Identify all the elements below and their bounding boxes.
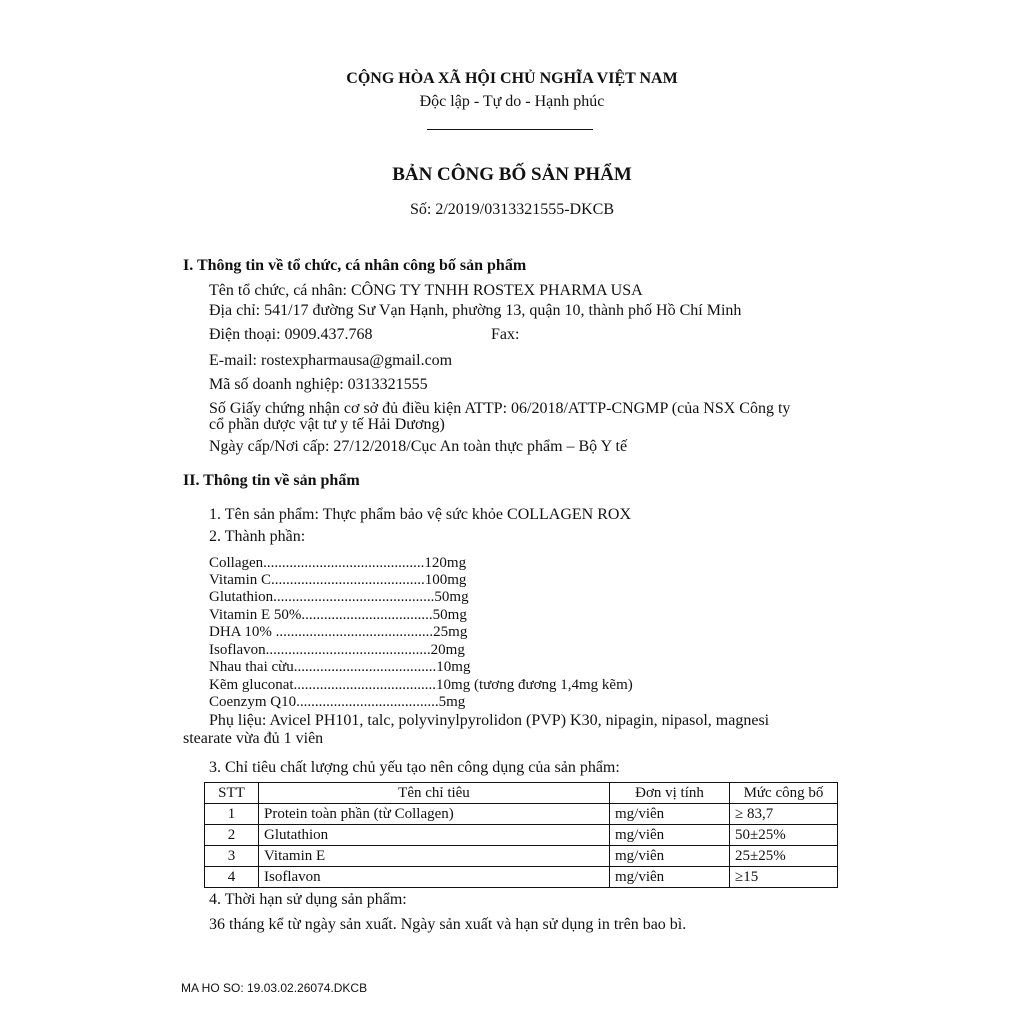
country-title: CỘNG HÒA XÃ HỘI CHỦ NGHĨA VIỆT NAM (346, 70, 678, 87)
column-header: STT (205, 783, 259, 804)
table-cell: Protein toàn phần (từ Collagen) (259, 804, 610, 825)
ingredient-item: Vitamin C.........................................100mg (209, 572, 467, 588)
header-divider (427, 129, 593, 130)
ingredient-item: Isoflavon............................................20mg (209, 642, 465, 658)
table-row (205, 804, 838, 825)
table-cell: 1 (205, 804, 259, 825)
ingredient-item: Coenzym Q10......................................5mg (209, 694, 466, 710)
table-cell: mg/viên (610, 804, 730, 825)
column-header: Tên chỉ tiêu (259, 783, 610, 804)
table-cell: 4 (205, 867, 259, 888)
ingredient-item: Kẽm gluconat......................................10mg (tương đương 1,4mg kẽm) (209, 677, 633, 693)
table-cell: 3 (205, 846, 259, 867)
table-cell: 50±25% (730, 825, 838, 846)
ingredients-label: 2. Thành phần: (209, 528, 306, 545)
document-number: Số: 2/2019/0313321555-DKCB (409, 201, 614, 218)
table-cell: mg/viên (610, 846, 730, 867)
table-header-row (205, 783, 838, 804)
shelf-life-text: 36 tháng kể từ ngày sản xuất. Ngày sản xuất và hạn sử dụng in trên bao bì. (209, 916, 687, 933)
column-header: Mức công bố (730, 783, 838, 804)
shelf-life-label: 4. Thời hạn sử dụng sản phẩm: (209, 891, 407, 908)
excipients-line-2: stearate vừa đủ 1 viên (183, 730, 324, 747)
org-address: Địa chỉ: 541/17 đường Sư Vạn Hạnh, phường 13, quận 10, thành phố Hồ Chí Minh (209, 302, 742, 319)
table-cell: ≥ 83,7 (730, 804, 838, 825)
section-1-heading: I. Thông tin về tổ chức, cá nhân công bố sản phẩm (183, 257, 527, 274)
ingredient-item: Vitamin E 50%...................................50mg (209, 607, 467, 623)
issue-info: Ngày cấp/Nơi cấp: 27/12/2018/Cục An toàn thực phẩm – Bộ Y tế (209, 438, 628, 455)
org-name: Tên tổ chức, cá nhân: CÔNG TY TNHH ROSTEX PHARMA USA (209, 282, 643, 299)
table-cell: Isoflavon (259, 867, 610, 888)
quality-spec-table (204, 782, 838, 888)
excipients-line-1: Phụ liệu: Avicel PH101, talc, polyvinylpyrolidon (PVP) K30, nipagin, nipasol, magnesi (209, 712, 770, 729)
org-email: E-mail: rostexpharmausa@gmail.com (209, 352, 453, 369)
section-2-heading: II. Thông tin về sản phẩm (183, 472, 360, 489)
document-title: BẢN CÔNG BỐ SẢN PHẨM (392, 164, 632, 185)
table-row (205, 825, 838, 846)
certificate-line-2: cổ phần dược vật tư y tế Hải Dương) (209, 416, 445, 433)
ingredient-item: Nhau thai cừu......................................10mg (209, 659, 471, 675)
table-cell: 25±25% (730, 846, 838, 867)
certificate-line-1: Số Giấy chứng nhận cơ sở đủ điều kiện ATTP: 06/2018/ATTP-CNGMP (của NSX Công ty (209, 400, 791, 417)
ingredient-item: Collagen...........................................120mg (209, 555, 467, 571)
org-phone: Điện thoại: 0909.437.768 (209, 326, 373, 343)
org-fax: Fax: (491, 326, 520, 343)
product-name: 1. Tên sản phẩm: Thực phẩm bảo vệ sức khỏe COLLAGEN ROX (209, 506, 632, 523)
business-code: Mã số doanh nghiệp: 0313321555 (209, 376, 428, 393)
table-cell: 2 (205, 825, 259, 846)
table-row (205, 867, 838, 888)
quality-label: 3. Chỉ tiêu chất lượng chủ yếu tạo nên công dụng của sản phẩm: (209, 759, 620, 776)
dossier-code: MA HO SO: 19.03.02.26074.DKCB (181, 981, 368, 995)
table-cell: Glutathion (259, 825, 610, 846)
ingredient-item: DHA 10% ..........................................25mg (209, 624, 468, 640)
ingredient-item: Glutathion...........................................50mg (209, 589, 469, 605)
column-header: Đơn vị tính (610, 783, 730, 804)
national-motto: Độc lập - Tự do - Hạnh phúc (419, 93, 605, 110)
table-row (205, 846, 838, 867)
table-cell: Vitamin E (259, 846, 610, 867)
table-cell: ≥15 (730, 867, 838, 888)
table-cell: mg/viên (610, 867, 730, 888)
table-cell: mg/viên (610, 825, 730, 846)
